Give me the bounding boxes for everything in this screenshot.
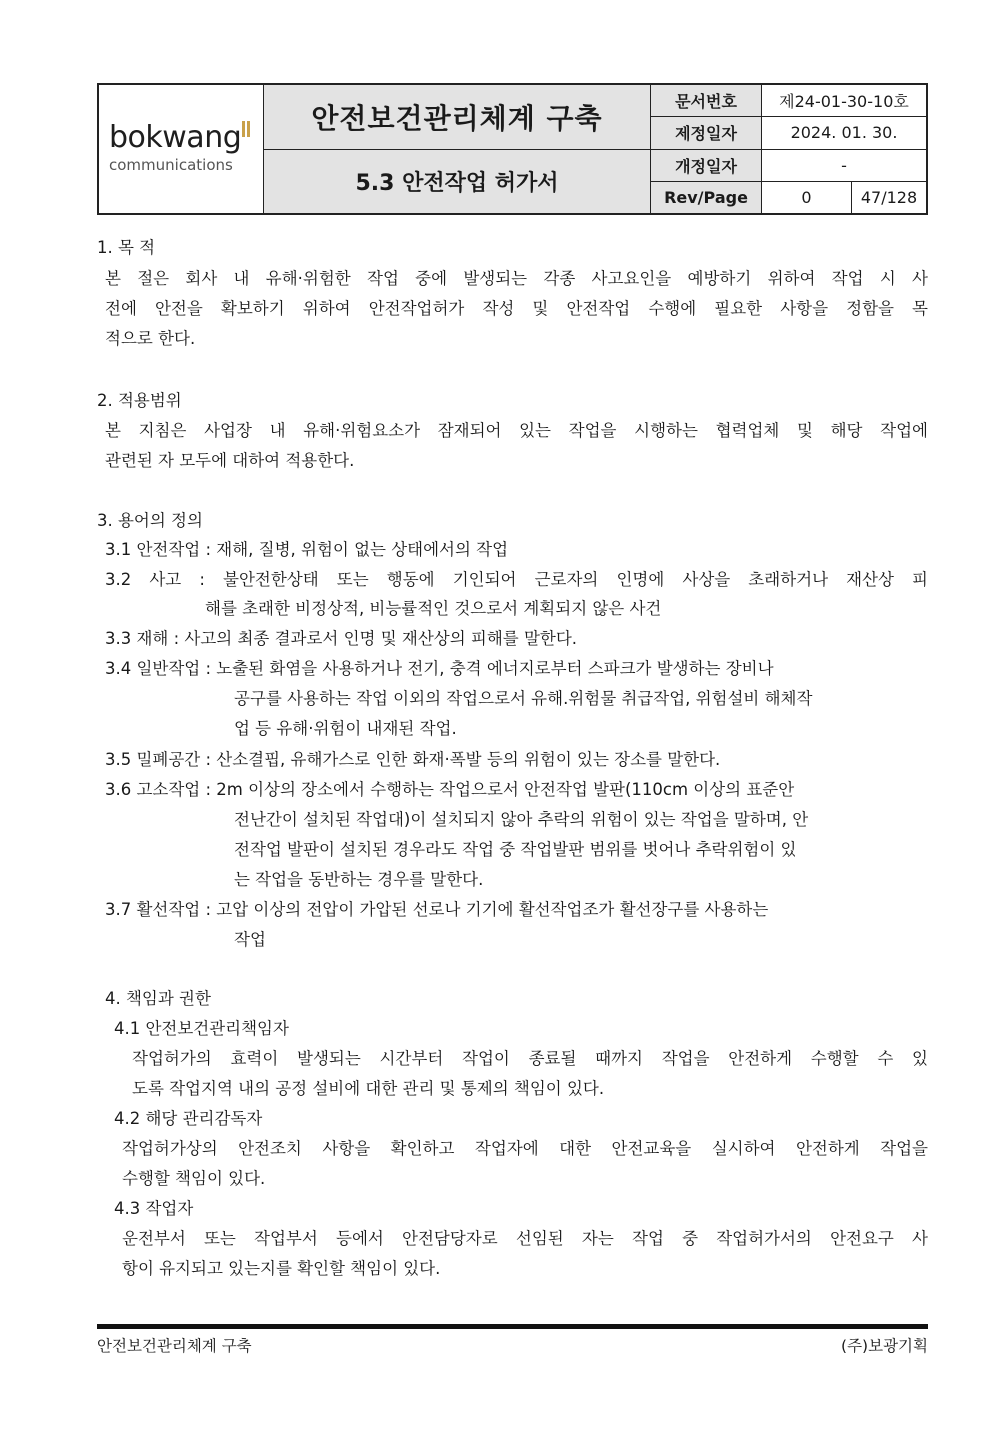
definition-continuation: 작업 (234, 930, 266, 949)
meta-label: Rev/Page (651, 182, 762, 213)
meta-label: 개정일자 (651, 150, 762, 181)
meta-value: 2024. 01. 30. (790, 123, 898, 143)
section-heading-scope: 2. 적용범위 (97, 391, 182, 410)
logo-wordmark: bokwang (109, 120, 242, 155)
section-heading-responsibility: 4. 책임과 권한 (105, 989, 211, 1008)
definition-continuation: 해를 초래한 비정상적, 비능률적인 것으로서 계획되지 않은 사건 (205, 599, 662, 618)
paragraph-line: 운전부서 또는 작업부서 등에서 안전담당자로 선임된 자는 작업 중 작업허가서의 안전요구 사 (122, 1229, 928, 1248)
subsection-heading: 4.2 해당 관리감독자 (114, 1109, 263, 1128)
paragraph-line: 수행할 책임이 있다. (122, 1169, 266, 1188)
subsection-heading: 4.3 작업자 (114, 1199, 194, 1218)
footer-document-name: 안전보건관리체계 구축 (97, 1337, 252, 1355)
definition-continuation: 전난간이 설치된 작업대)이 설치되지 않아 추락의 위험이 있는 작업을 말하며, 안 (234, 810, 809, 829)
footer-rule (97, 1324, 928, 1329)
definition-continuation: 는 작업을 동반하는 경우를 말한다. (234, 870, 484, 889)
meta-label: 제정일자 (651, 117, 762, 148)
paragraph-line: 적으로 한다. (105, 329, 196, 348)
definition-item: 3.7 활선작업 : 고압 이상의 전압이 가압된 선로나 기기에 활선작업조가 활선장구를 사용하는 (105, 900, 769, 919)
header-meta-cell (651, 85, 926, 213)
meta-row-doc-number (651, 85, 926, 117)
paragraph-line: 관련된 자 모두에 대하여 적용한다. (105, 451, 355, 470)
definition-item: 3.1 안전작업 : 재해, 질병, 위험이 없는 상태에서의 작업 (105, 540, 509, 559)
paragraph-line: 작업허가상의 안전조치 사항을 확인하고 작업자에 대한 안전교육을 실시하여 안전하게 작업을 (122, 1139, 928, 1158)
paragraph-line: 본 절은 회사 내 유해·위험한 작업 중에 발생되는 각종 사고요인을 예방하기 위하여 작업 시 사 (105, 269, 928, 288)
paragraph-line: 작업허가의 효력이 발생되는 시간부터 작업이 종료될 때까지 작업을 안전하게 수행할 수 있 (132, 1049, 928, 1068)
subsection-heading: 4.1 안전보건관리책임자 (114, 1019, 289, 1038)
definition-item: 3.4 일반작업 : 노출된 화염을 사용하거나 전기, 충격 에너지로부터 스파크가 발생하는 장비나 (105, 659, 774, 678)
document-title: 안전보건관리체계 구축 (264, 85, 650, 150)
section-heading-purpose: 1. 목 적 (97, 238, 156, 257)
meta-row-rev-page (651, 182, 926, 213)
definition-item: 3.3 재해 : 사고의 최종 결과로서 인명 및 재산상의 피해를 말한다. (105, 629, 578, 648)
definition-continuation: 업 등 유해·위험이 내재된 작업. (234, 719, 457, 738)
document-header-table (97, 83, 928, 215)
paragraph-line: 도록 작업지역 내의 공정 설비에 대한 관리 및 통제의 책임이 있다. (132, 1079, 605, 1098)
rev-value: 0 (762, 182, 852, 213)
definition-continuation: 전작업 발판이 설치된 경우라도 작업 중 작업발판 범위를 벗어나 추락위험이 있 (234, 840, 797, 859)
meta-value: 제24-01-30-10호 (779, 92, 909, 112)
meta-row-revised-date (651, 150, 926, 182)
definition-continuation: 공구를 사용하는 작업 이외의 작업으로서 유해.위험물 취급작업, 위험설비 해체작 (234, 689, 813, 708)
logo-bars-icon (242, 121, 252, 137)
meta-label: 문서번호 (651, 85, 762, 116)
definition-item: 3.6 고소작업 : 2m 이상의 장소에서 수행하는 작업으로서 안전작업 발판(110cm 이상의 표준안 (105, 780, 795, 799)
logo-subtitle: communications (109, 156, 233, 174)
footer-company-name: (주)보광기획 (841, 1337, 928, 1355)
paragraph-line: 본 지침은 사업장 내 유해·위험요소가 잠재되어 있는 작업을 시행하는 협력업체 및 해당 작업에 (105, 421, 928, 440)
page-value: 47/128 (860, 187, 918, 207)
meta-row-established-date (651, 117, 926, 149)
company-logo (99, 85, 264, 213)
definition-item: 3.5 밀폐공간 : 산소결핍, 유해가스로 인한 화재·폭발 등의 위험이 있는 장소를 말한다. (105, 750, 721, 769)
paragraph-line: 항이 유지되고 있는지를 확인할 책임이 있다. (122, 1259, 441, 1278)
definition-item: 3.2 사고 : 불안전한상태 또는 행동에 기인되어 근로자의 인명에 사상을 초래하거나 재산상 피 (105, 570, 928, 589)
header-title-cell (264, 85, 651, 213)
document-subtitle: 5.3 안전작업 허가서 (264, 150, 650, 214)
meta-value: - (841, 155, 847, 175)
section-heading-definitions: 3. 용어의 정의 (97, 511, 203, 530)
paragraph-line: 전에 안전을 확보하기 위하여 안전작업허가 작성 및 안전작업 수행에 필요한 사항을 정함을 목 (105, 299, 928, 318)
